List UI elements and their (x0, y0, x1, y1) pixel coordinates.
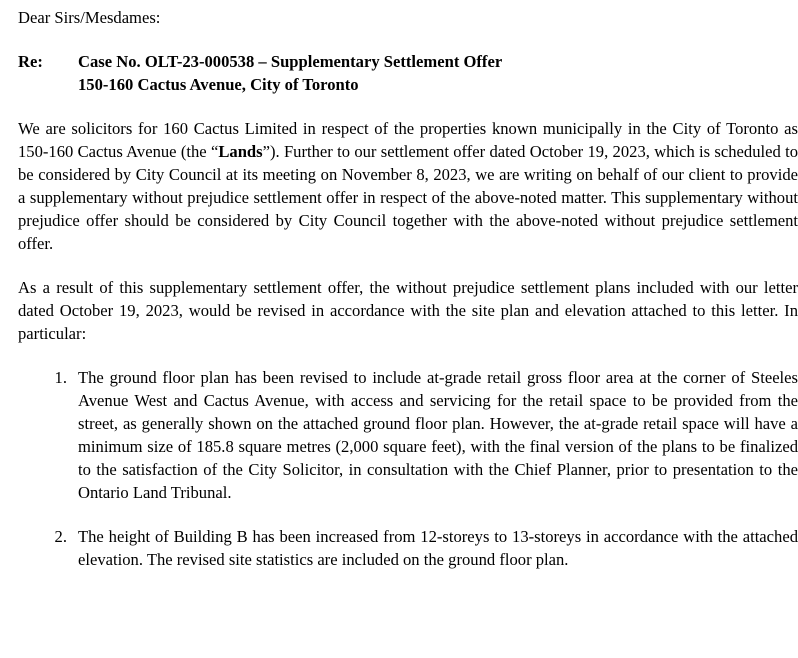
revision-paragraph: As a result of this supplementary settlement offer, the without prejudice settlement plans included with our letter dated October 19, 2023, would be revised in accordance with the site plan and elevation attached to this letter. In particular: (18, 278, 798, 343)
subject-lines (78, 50, 798, 96)
list-item-text: The ground floor plan has been revised to include at-grade retail gross floor area at the corner of Steeles Avenue West and Cactus Avenue, with access and servicing for the retail space to be provided from the street, as generally shown on the attached ground floor plan. However, the at-grade retail space will have a minimum size of 185.8 square metres (2,000 square feet), with the final version of the plans to be finalized to the satisfaction of the City Solicitor, in consultation with the Chief Planner, prior to presentation to the Ontario Land Tribunal. (78, 368, 798, 502)
list-item (18, 366, 798, 504)
intro-text-before: We are solicitors for 160 Cactus Limited in respect of the properties known municipally in the City of Toronto as 150-160 Cactus Avenue (the “ (18, 119, 798, 161)
subject-label: Re: (18, 52, 43, 71)
list-item-number: 2. (54, 527, 67, 546)
subject-block (18, 50, 798, 96)
defined-term-lands: Lands (218, 142, 263, 161)
intro-text-after: ”). Further to our settlement offer dated October 19, 2023, which is scheduled to be considered by City Council at its meeting on November 8, 2023, we are writing on behalf of our client to provide a supplementary without prejudice settlement offer in respect of the above-noted matter. This supplementary without prejudice offer should be considered by City Council together with the above-noted without prejudice settlement offer. (18, 142, 798, 253)
salutation: Dear Sirs/Mesdames: (18, 8, 161, 27)
subject-case-line: Case No. OLT-23-000538 – Supplementary Settlement Offer (78, 52, 503, 71)
list-item (18, 525, 798, 571)
list-item-number: 1. (54, 368, 67, 387)
intro-paragraph (18, 117, 798, 255)
list-item-text: The height of Building B has been increased from 12-storeys to 13-storeys in accordance with the attached elevation. The revised site statistics are included on the ground floor plan. (78, 527, 798, 569)
revision-list (18, 366, 798, 571)
subject-address-line: 150-160 Cactus Avenue, City of Toronto (78, 75, 359, 94)
